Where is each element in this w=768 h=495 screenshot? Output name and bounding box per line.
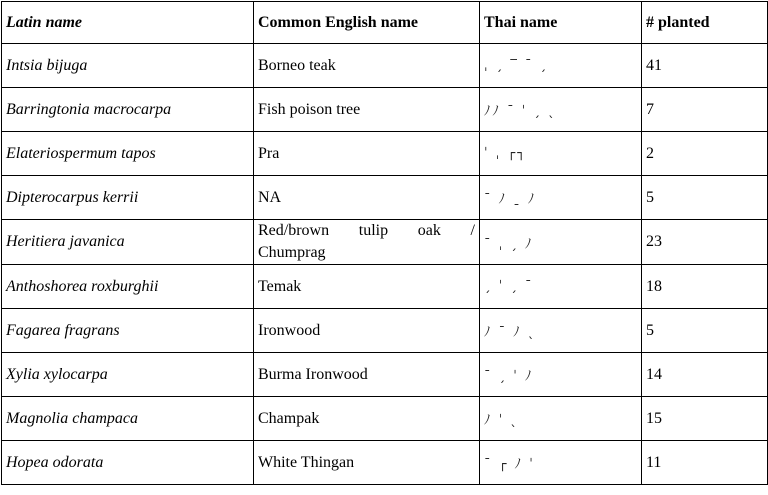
common-name-line: Red/brown tulip oak / bbox=[258, 222, 475, 239]
common-name-cell: Burma Ironwood bbox=[254, 353, 480, 397]
table-row bbox=[2, 397, 768, 441]
common-name-cell: Ironwood bbox=[254, 309, 480, 353]
thai-name-cell: ˉ ˌ ˏ ﾉ bbox=[480, 220, 642, 265]
planted-count-cell: 23 bbox=[642, 220, 768, 265]
latin-name-cell: Magnolia champaca bbox=[2, 397, 254, 441]
thai-name-cell: ˌ ˏ ‾ ˉ ˏ bbox=[480, 44, 642, 88]
thai-name-cell: ˏ ˈ ˏ ˉ bbox=[480, 265, 642, 309]
common-name-cell: White Thingan bbox=[254, 441, 480, 485]
table-row bbox=[2, 309, 768, 353]
header-row bbox=[2, 2, 768, 44]
latin-name-cell: Elateriospermum tapos bbox=[2, 132, 254, 176]
common-name-cell: Pra bbox=[254, 132, 480, 176]
thai-name-cell: ˈ ˌ ┌┐ bbox=[480, 132, 642, 176]
latin-name-cell: Barringtonia macrocarpa bbox=[2, 88, 254, 132]
common-name-cell: Fish poison tree bbox=[254, 88, 480, 132]
planted-count-cell: 14 bbox=[642, 353, 768, 397]
planted-count-cell: 18 bbox=[642, 265, 768, 309]
planted-count-cell: 11 bbox=[642, 441, 768, 485]
latin-name-cell: Dipterocarpus kerrii bbox=[2, 176, 254, 220]
table-row bbox=[2, 353, 768, 397]
common-name-cell bbox=[254, 220, 480, 265]
planted-count-cell: 2 bbox=[642, 132, 768, 176]
latin-name-cell: Fagarea fragrans bbox=[2, 309, 254, 353]
planted-count-cell: 5 bbox=[642, 309, 768, 353]
thai-name-cell: ˉ ﾉ ˍ ﾉ bbox=[480, 176, 642, 220]
species-table bbox=[1, 1, 768, 485]
thai-name-cell: ﾉﾉ ˉ ˈ ˏ ˎ bbox=[480, 88, 642, 132]
common-name-line: Chumprag bbox=[258, 244, 326, 261]
planted-count-cell: 5 bbox=[642, 176, 768, 220]
common-name-cell: NA bbox=[254, 176, 480, 220]
planted-count-cell: 41 bbox=[642, 44, 768, 88]
latin-name-cell: Intsia bijuga bbox=[2, 44, 254, 88]
planted-count-cell: 15 bbox=[642, 397, 768, 441]
table-row bbox=[2, 265, 768, 309]
table-row bbox=[2, 44, 768, 88]
thai-name-cell: ˉ ˏ ˈ ﾉ bbox=[480, 353, 642, 397]
latin-name-cell: Hopea odorata bbox=[2, 441, 254, 485]
table-row bbox=[2, 176, 768, 220]
latin-name-cell: Heritiera javanica bbox=[2, 220, 254, 265]
thai-name-cell: ˉ ┌ ﾉ ˈ bbox=[480, 441, 642, 485]
thai-name-cell: ﾉ ˈ ˎ bbox=[480, 397, 642, 441]
table-row bbox=[2, 441, 768, 485]
header-common-name: Common English name bbox=[254, 2, 480, 44]
thai-name-cell: ﾉ ˉ ﾉ ˎ bbox=[480, 309, 642, 353]
common-name-cell: Champak bbox=[254, 397, 480, 441]
common-name-cell: Temak bbox=[254, 265, 480, 309]
table-row bbox=[2, 88, 768, 132]
header-planted: # planted bbox=[642, 2, 768, 44]
common-name-cell: Borneo teak bbox=[254, 44, 480, 88]
table-row bbox=[2, 132, 768, 176]
planted-count-cell: 7 bbox=[642, 88, 768, 132]
header-thai-name: Thai name bbox=[480, 2, 642, 44]
header-latin-name: Latin name bbox=[2, 2, 254, 44]
latin-name-cell: Anthoshorea roxburghii bbox=[2, 265, 254, 309]
table-row bbox=[2, 220, 768, 265]
latin-name-cell: Xylia xylocarpa bbox=[2, 353, 254, 397]
